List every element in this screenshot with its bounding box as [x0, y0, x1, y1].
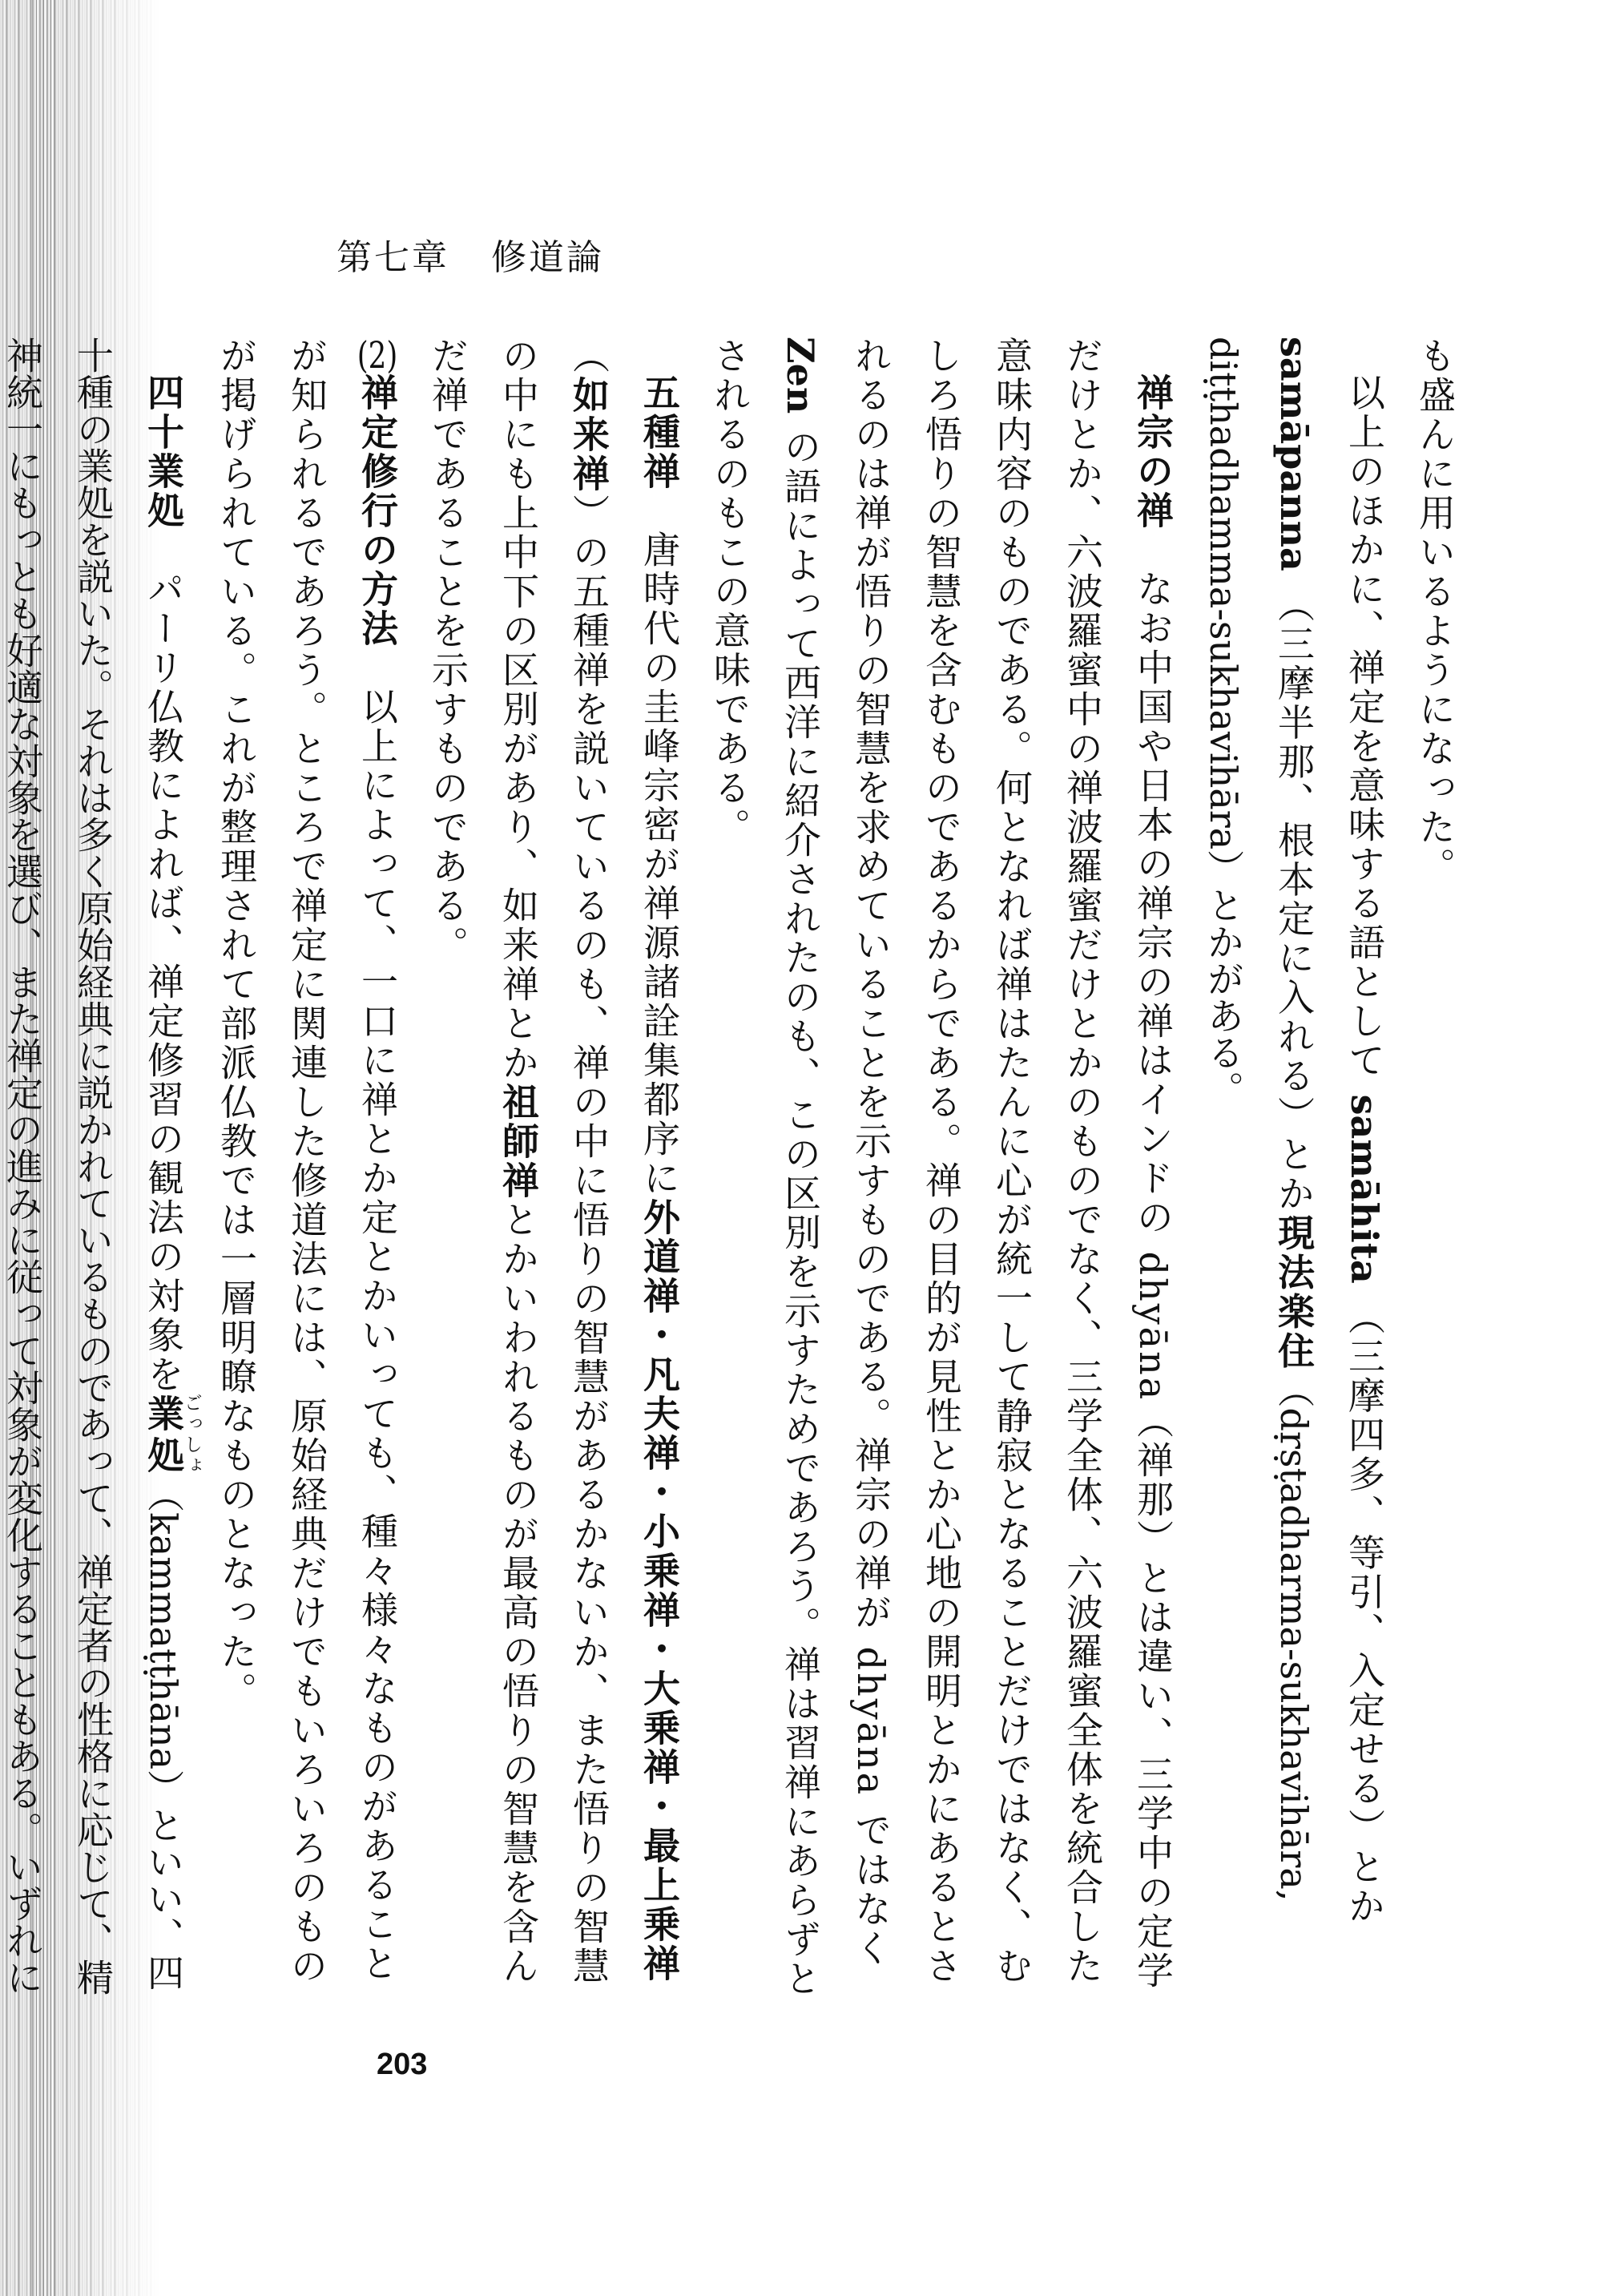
- term-genpo-rakuju: 現法楽住: [1272, 1213, 1316, 1371]
- vertical-body-text: [1, 337, 1470, 2020]
- chapter-label: 第七章: [336, 237, 449, 278]
- section-heading-method: 禅定修行の方法: [356, 373, 399, 648]
- term-samapanna: samāpanna: [1272, 337, 1316, 571]
- term-zen: Zen: [779, 337, 822, 414]
- page-number: 203: [377, 2048, 428, 2081]
- term-samahita: samāhita: [1343, 1094, 1386, 1284]
- paragraph-other-terms: 以上のほかに、禅定を意味する語として samāhita （三摩四多、等引、入定せる）とか samāpanna （三摩半那、根本定に入れる）とか現法楽住（dṛṣṭadharma-sukhavihāra, diṭṭhadhamma-sukhavihāra）とかがある。: [1202, 337, 1386, 1927]
- paragraph-forty-kammatthana: 四十業処 パーリ仏教によれば、禅定修習の観法の対象を業処ごっしょ（kammaṭṭhāna）といい、四十種の業処を説いた。それは多く原始経典に説かれているものであって、禅定者の性格に応じて、精神統一にもっとも好適な対象を選び、また禅定の進みに従って対象が変化することもある。いずれに: [1, 337, 202, 1995]
- paragraph-continuation: も盛んに用いるようになった。: [1413, 337, 1457, 886]
- paragraph-method: (2)禅定修行の方法 以上によって、一口に禅とか定とかいっても、種々様々なものがあることが知られるであろう。ところで禅定に関連した修道法には、原始経典だけでもいろいろのものが掲げられている。これが整理されて部派仏教では一層明瞭なものとなった。: [215, 337, 399, 1986]
- term-nyoraizen: 如来禅: [567, 376, 611, 494]
- paragraph-zen-school: 禅宗の禅 なお中国や日本の禅宗の禅はインドの dhyāna（禅那）とは違い、三学中の定学だけとか、六波羅蜜中の禅波羅蜜だけとかのものでなく、三学全体、六波羅蜜全体を統合した意味内容のものである。何となれば禅はたんに心が統一して静寂となることだけではなく、むしろ悟りの智慧を含むものであるからである。禅の目的が見性とか心地の開明とかにあるとされるのは禅が悟りの智慧を求めていることを示すものである。禅宗の禅が dhyāna ではなく Zen の語によって西洋に紹介されたのも、この区別を示すためであろう。禅は習禅にあらずとされるのもこの意味である。: [708, 337, 1175, 1999]
- section-heading-zenshu: 禅宗の禅: [1131, 373, 1175, 531]
- paragraph-five-zen: 五種禅 唐時代の圭峰宗密が禅源諸詮集都序に外道禅・凡夫禅・小乗禅・大乗禅・最上乗禅（如来禅）の五種禅を説いているのも、禅の中に悟りの智慧があるかないか、また悟りの智慧の中にも上中下の区別があり、如来禅とか祖師禅とかいわれるものが最高の悟りの智慧を含んだ禅であることを示すものである。: [426, 337, 681, 1986]
- term-gosho: 業処ごっしょ: [142, 1393, 202, 1477]
- section-heading-goshuzen: 五種禅: [638, 373, 681, 491]
- term-five-kinds: 外道禅・凡夫禅・小乗禅・大乗禅・最上乗禅: [638, 1198, 681, 1983]
- section-number: (2): [357, 337, 398, 373]
- chapter-title: 修道論: [491, 237, 604, 278]
- term-soshizen: 祖師禅: [497, 1083, 540, 1200]
- running-header: [336, 228, 604, 280]
- section-heading-shijugosho: 四十業処: [142, 373, 185, 531]
